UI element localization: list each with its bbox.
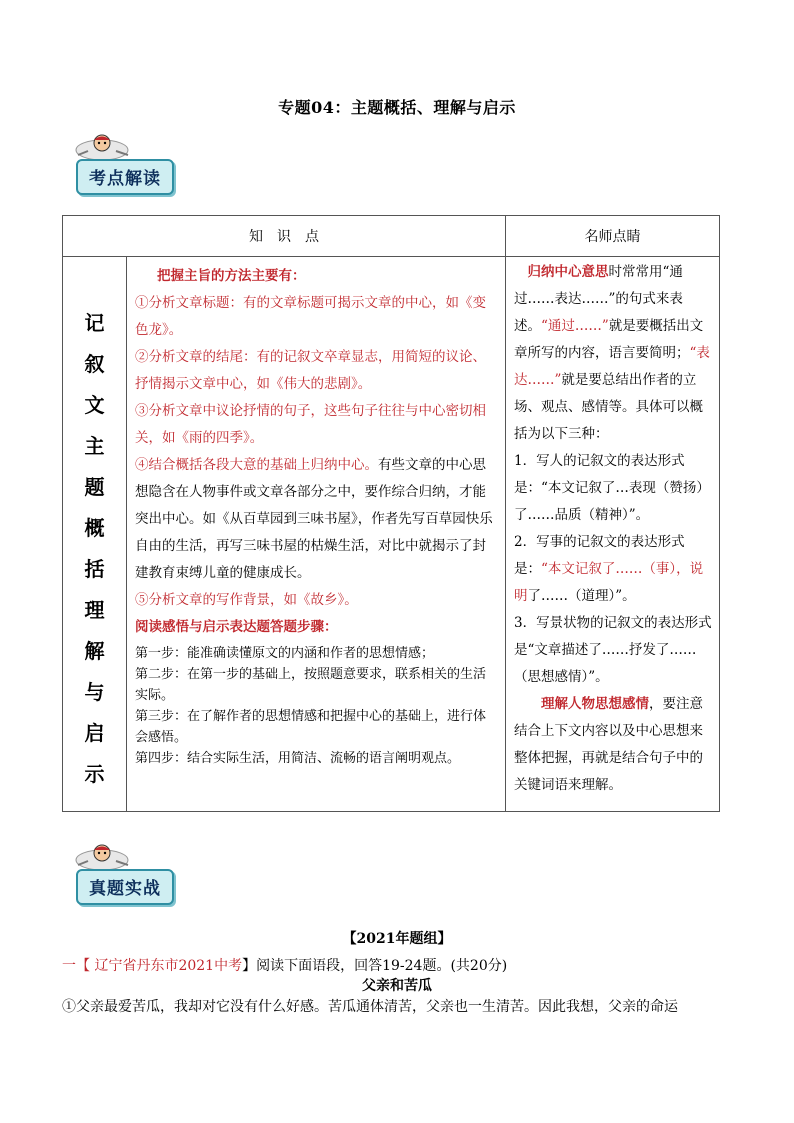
vertical-char: 叙 xyxy=(84,352,105,376)
section-badge-zhenti: 真题实战 xyxy=(64,843,174,903)
tip-2: 1．写人的记叙文的表达形式是：“本文记叙了…表现（赞扬）了……品质（精神）”。 xyxy=(514,453,710,523)
header-knowledge: 知 识 点 xyxy=(63,216,506,257)
question-line: 一【 辽宁省丹东市2021中考】阅读下面语段，回答19-24题。(共20分) xyxy=(62,958,508,974)
knowledge-content xyxy=(127,257,506,812)
step-2: 第二步：在第一步的基础上，按照题意要求，联系相关的生活实际。 xyxy=(135,667,487,703)
steps-heading: 阅读感悟与启示表达题答题步骤： xyxy=(135,619,338,635)
essay-paragraph-1: ①父亲最爱苦瓜，我却对它没有什么好感。苦瓜通体清苦，父亲也一生清苦。因此我想，父亲的命运 xyxy=(62,999,678,1015)
method-3: ③分析文章中议论抒情的句子，这些句子往往与中心密切相关，如《雨的四季》。 xyxy=(135,403,486,446)
year-group-title: 【2021年题组】 xyxy=(342,931,452,947)
step-4: 第四步：结合实际生活，用简洁、流畅的语言阐明观点。 xyxy=(135,751,461,766)
header-teacher-tips: 名师点睛 xyxy=(506,216,720,257)
method-4: ④结合概括各段大意的基础上归纳中心。有些文章的中心思想隐含在人物事件或文章各部分之中，要作综合归纳，才能突出中心。如《从百草园到三味书屋》，作者先写百草园快乐自由的生活，再写三味书屋的枯燥生活，对比中就揭示了封建教育束缚儿童的健康成长。 xyxy=(135,457,493,581)
vertical-char: 题 xyxy=(84,475,105,499)
vertical-char: 记 xyxy=(84,311,105,335)
tip-1: 归纳中心意思时常常用“通过……表达……”的句式来表述。“通过……”就是要概括出文章所写的内容，语言要简明；“表达……”就是要总结出作者的立场、观点、感情等。具体可以概括为以下三种： xyxy=(514,264,710,442)
vertical-char: 示 xyxy=(84,762,105,786)
vertical-char: 启 xyxy=(84,721,105,745)
section-badge-kaodian: 考点解读 xyxy=(64,133,174,193)
tip-5: 理解人物思想感情，要注意结合上下文内容以及中心思想来整体把握，再就是结合句子中的关键词语来理解。 xyxy=(514,696,703,793)
vertical-char: 文 xyxy=(84,393,105,417)
vertical-char: 概 xyxy=(84,516,105,540)
page-title: 专题04：主题概括、理解与启示 xyxy=(278,98,516,117)
vertical-char: 理 xyxy=(84,598,105,622)
essay-title: 父亲和苦瓜 xyxy=(362,978,432,994)
tip-3: 2．写事的记叙文的表达形式是：“本文记叙了……（事），说明了……（道理）”。 xyxy=(514,534,704,604)
vertical-topic-cell xyxy=(63,257,127,812)
vertical-char: 解 xyxy=(84,639,105,663)
vertical-char: 主 xyxy=(84,434,105,458)
steps-list xyxy=(135,643,497,769)
vertical-char: 与 xyxy=(84,680,105,704)
step-3: 第三步：在了解作者的思想情感和把握中心的基础上，进行体会感悟。 xyxy=(135,709,487,745)
step-1: 第一步：能准确读懂原文的内涵和作者的思想情感； xyxy=(135,646,435,661)
teacher-tips-content xyxy=(506,257,720,812)
method-2: ②分析文章的结尾：有的记叙文卒章显志，用简短的议论、抒情揭示文章中心，如《伟大的悲剧》。 xyxy=(135,349,486,392)
tip-4: 3．写景状物的记叙文的表达形式是“文章描述了……抒发了……（思想感情）”。 xyxy=(514,615,712,685)
method-5: ⑤分析文章的写作背景，如《故乡》。 xyxy=(135,592,358,608)
methods-heading: 把握主旨的方法主要有： xyxy=(157,268,306,284)
vertical-char: 括 xyxy=(84,557,105,581)
method-1: ①分析文章标题：有的文章标题可揭示文章的中心，如《变色龙》。 xyxy=(135,295,486,338)
knowledge-table xyxy=(62,215,720,812)
